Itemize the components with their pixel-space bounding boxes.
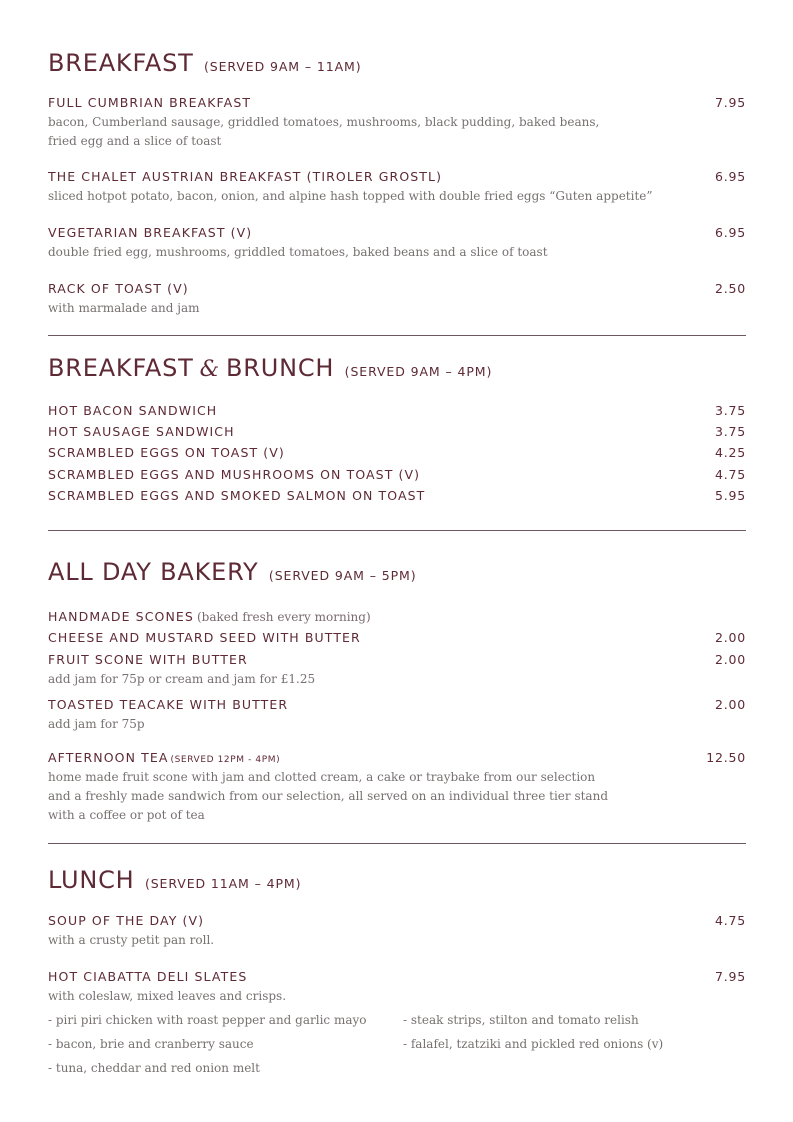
menu-item: [48, 651, 746, 689]
item-name: TOASTED TEACAKE WITH BUTTER: [48, 697, 289, 712]
item-name: SCRAMBLED EGGS ON TOAST (V): [48, 445, 285, 460]
section-divider: [48, 335, 746, 336]
menu-item: [48, 94, 746, 151]
item-price: 7.95: [714, 969, 746, 984]
item-price: 4.75: [714, 913, 746, 928]
menu-item: [48, 487, 746, 505]
item-name: AFTERNOON TEA: [48, 750, 169, 765]
menu-item: [48, 168, 746, 206]
section-title-text: BREAKFAST: [48, 49, 194, 77]
item-price: 3.75: [714, 403, 746, 418]
menu-item: [48, 629, 746, 647]
option-item: - falafel, tzatziki and pickled red onions (v): [403, 1037, 664, 1051]
scones-heading: [48, 608, 746, 626]
menu-item: [48, 280, 746, 318]
item-price: 7.95: [714, 95, 746, 110]
menu-item: [48, 912, 746, 950]
menu-item: [48, 749, 746, 825]
item-description: fried egg and a slice of toast: [48, 134, 222, 148]
item-description: with a coffee or pot of tea: [48, 808, 205, 822]
menu-item: [48, 423, 746, 441]
item-price: 5.95: [714, 488, 746, 503]
section-serving-times: (SERVED 9AM – 4PM): [344, 364, 493, 379]
item-description: bacon, Cumberland sausage, griddled tomatoes, mushrooms, black pudding, baked beans,: [48, 115, 600, 129]
bakery-section: [48, 558, 746, 590]
item-description: with marmalade and jam: [48, 301, 200, 315]
item-name: HOT SAUSAGE SANDWICH: [48, 424, 235, 439]
section-title-text: LUNCH: [48, 866, 135, 894]
item-description: with a crusty petit pan roll.: [48, 933, 215, 947]
section-title-text: BRUNCH: [225, 354, 335, 382]
item-name: HANDMADE SCONES: [48, 609, 194, 624]
item-name: HOT BACON SANDWICH: [48, 403, 218, 418]
item-description: with coleslaw, mixed leaves and crisps.: [48, 989, 287, 1003]
section-title-text: BREAKFAST: [48, 354, 194, 382]
menu-item: [48, 466, 746, 484]
item-name: CHEESE AND MUSTARD SEED WITH BUTTER: [48, 630, 361, 645]
item-note: (baked fresh every morning): [196, 610, 371, 624]
menu-item: [48, 444, 746, 462]
breakfast-section: [48, 49, 746, 81]
menu-item: [48, 402, 746, 420]
item-description: and a freshly made sandwich from our selection, all served on an individual three tier stand: [48, 789, 608, 803]
item-description: home made fruit scone with jam and clotted cream, a cake or traybake from our selection: [48, 770, 596, 784]
item-price: 12.50: [706, 750, 746, 765]
item-name: SCRAMBLED EGGS AND MUSHROOMS ON TOAST (V): [48, 467, 421, 482]
section-divider: [48, 530, 746, 531]
section-title-text: ALL DAY BAKERY: [48, 558, 259, 586]
menu-item: [48, 696, 746, 734]
item-price: 6.95: [714, 169, 746, 184]
ampersand: &: [199, 357, 220, 382]
section-title: [48, 49, 746, 81]
item-price: 2.00: [714, 630, 746, 645]
option-item: - tuna, cheddar and red onion melt: [48, 1061, 260, 1075]
option-item: - bacon, brie and cranberry sauce: [48, 1037, 254, 1051]
item-name: SCRAMBLED EGGS AND SMOKED SALMON ON TOAST: [48, 488, 426, 503]
item-price: 4.25: [714, 445, 746, 460]
item-name: THE CHALET AUSTRIAN BREAKFAST (TIROLER GROSTL): [48, 169, 443, 184]
item-price: 2.00: [714, 697, 746, 712]
section-serving-times: (SERVED 9AM – 11AM): [204, 59, 362, 74]
option-item: - steak strips, stilton and tomato relish: [403, 1013, 639, 1027]
item-description: add jam for 75p: [48, 717, 145, 731]
item-price: 2.00: [714, 652, 746, 667]
item-name: SOUP OF THE DAY (V): [48, 913, 205, 928]
item-name: HOT CIABATTA DELI SLATES: [48, 969, 248, 984]
option-item: - piri piri chicken with roast pepper and garlic mayo: [48, 1013, 367, 1027]
section-divider: [48, 843, 746, 844]
item-description: double fried egg, mushrooms, griddled tomatoes, baked beans and a slice of toast: [48, 245, 548, 259]
item-name: VEGETARIAN BREAKFAST (V): [48, 225, 253, 240]
item-name: FULL CUMBRIAN BREAKFAST: [48, 95, 252, 110]
item-price: 3.75: [714, 424, 746, 439]
menu-item: [48, 968, 746, 1006]
item-price: 2.50: [714, 281, 746, 296]
menu-item: [48, 224, 746, 262]
brunch-section: [48, 354, 746, 386]
item-description: sliced hotpot potato, bacon, onion, and alpine hash topped with double fried eggs “Guten appetite”: [48, 189, 653, 203]
item-name: FRUIT SCONE WITH BUTTER: [48, 652, 248, 667]
item-price: 4.75: [714, 467, 746, 482]
section-title: [48, 354, 746, 386]
section-title: [48, 866, 746, 898]
item-price: 6.95: [714, 225, 746, 240]
item-serving-times: (SERVED 12PM - 4PM): [170, 755, 281, 765]
lunch-section: [48, 866, 746, 898]
item-name: RACK OF TOAST (V): [48, 281, 189, 296]
section-title: [48, 558, 746, 590]
section-serving-times: (SERVED 11AM – 4PM): [144, 876, 302, 891]
item-description: add jam for 75p or cream and jam for £1.25: [48, 672, 316, 686]
section-serving-times: (SERVED 9AM – 5PM): [268, 568, 417, 583]
